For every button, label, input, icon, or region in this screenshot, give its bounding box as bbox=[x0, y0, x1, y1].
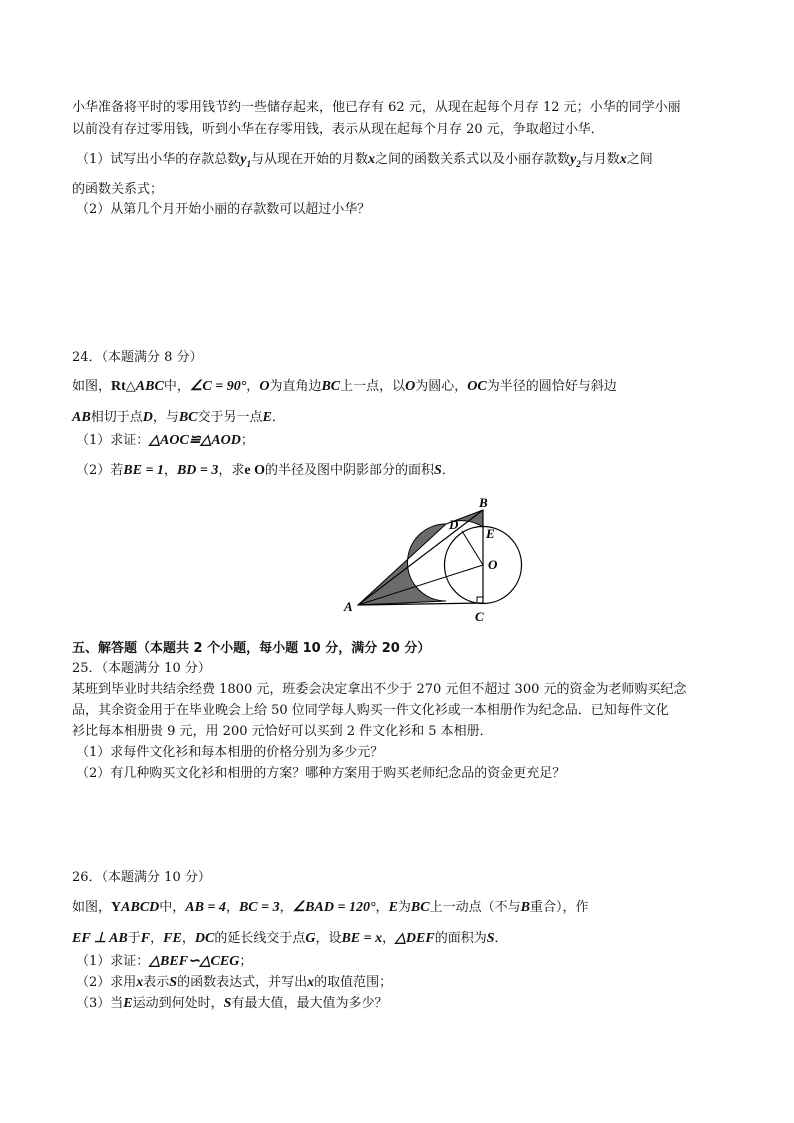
parallelogram-symbol: Y bbox=[111, 900, 122, 915]
var-x-2: x bbox=[619, 152, 627, 167]
label-a: A bbox=[344, 599, 353, 614]
var-x: x bbox=[368, 152, 376, 167]
label-b: B bbox=[479, 495, 488, 510]
p24-question-2: （2）若BE = 1，BD = 3，求e O的半径及图中阴影部分的面积S． bbox=[76, 463, 455, 478]
p25-question-1: （1）求每件文化衫和每本相册的价格分别为多少元？ bbox=[76, 745, 384, 760]
intro-question-1-cont: 的函数关系式； bbox=[72, 182, 164, 197]
p26-question-3: （3）当E运动到何处时，S有最大值，最大值为多少？ bbox=[76, 996, 388, 1011]
p25-line-1: 某班到毕业时共结余经费 1800 元，班委会决定拿出不少于 270 元但不超过 300 元的资金为老师购买纪念 bbox=[72, 682, 687, 697]
p25-question-2: （2）有几种购买文化衫和相册的方案？哪种方案用于购买老师纪念品的资金更充足？ bbox=[76, 766, 566, 781]
right-angle-mark bbox=[477, 597, 483, 603]
p25-header: 25．（本题满分 10 分） bbox=[72, 661, 211, 676]
p26-line-1: 如图，YABCD中，AB = 4，BC = 3，∠BAD = 120°，E为BC上一动点（不与B重合），作 bbox=[72, 900, 589, 915]
p26-question-1: （1）求证：△BEF∽△CEG； bbox=[76, 954, 253, 969]
intro-line-2: 以前没有存过零用钱，听到小华在存零用钱，表示从现在起每个月存 20 元，争取超过小华． bbox=[72, 122, 604, 137]
intro-question-1: （1）试写出小华的存款总数$y_1$与从现在开始的月数x之间的函数关系式以及小丽存款数$y_2$与月数x之间 bbox=[76, 152, 653, 169]
p24-line-1: 如图，Rt△ABC中，∠C = 90°，O为直角边BC上一点，以O为圆心，OC为半径的圆恰好与斜边 bbox=[72, 379, 617, 394]
intro-line-1: 小华准备将平时的零用钱节约一些储存起来，他已存有 62 元，从现在起每个月存 12 元；小华的同学小丽 bbox=[72, 100, 681, 115]
intro-question-2: （2）从第几个月开始小丽的存款数可以超过小华？ bbox=[76, 202, 371, 217]
p24-header: 24．（本题满分 8 分） bbox=[72, 350, 203, 365]
circle-triangle-diagram bbox=[338, 495, 538, 625]
section-5-heading: 五、解答题（本题共 2 个小题，每小题 10 分，满分 20 分） bbox=[72, 641, 431, 656]
p26-header: 26．（本题满分 10 分） bbox=[72, 870, 211, 885]
p26-question-2: （2）求用x表示S的函数表达式，并写出x的取值范围； bbox=[76, 975, 393, 990]
p25-line-3: 衫比每本相册贵 9 元，用 200 元恰好可以买到 2 件文化衫和 5 本相册． bbox=[72, 724, 493, 739]
label-o: O bbox=[488, 557, 498, 572]
label-d: D bbox=[449, 517, 459, 532]
shaded-region bbox=[358, 524, 446, 605]
var-y2: $y_2$ bbox=[570, 152, 581, 169]
var-y1: $y_1$ bbox=[240, 152, 251, 169]
label-c: C bbox=[475, 609, 484, 624]
p24-line-2: AB相切于点D，与BC交于另一点E． bbox=[72, 410, 285, 425]
p24-question-1: （1）求证：△AOC≌△AOD； bbox=[76, 433, 254, 448]
p25-line-2: 品，其余资金用于在毕业晚会上给 50 位同学每人购买一件文化衫或一本相册作为纪念品．已知每件文化 bbox=[72, 703, 669, 718]
segment-od bbox=[462, 531, 483, 565]
geometry-figure bbox=[338, 495, 538, 625]
p26-line-2: EF ⊥ AB于F，FE，DC的延长线交于点G，设BE = x，△DEF的面积为S． bbox=[72, 931, 508, 946]
label-e: E bbox=[486, 526, 495, 541]
